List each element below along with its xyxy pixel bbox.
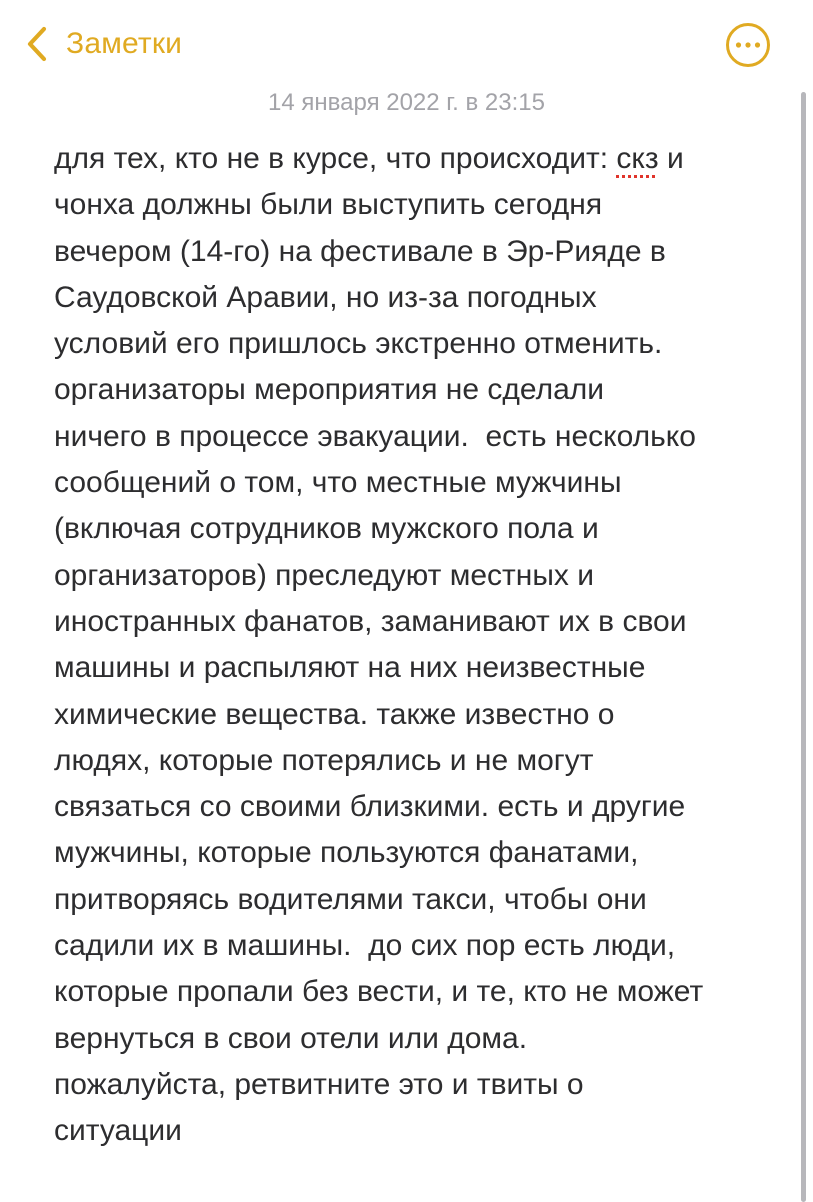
back-button[interactable] — [24, 22, 182, 66]
note-line — [54, 229, 774, 275]
note-line-text: людях, которые потерялись и не могут — [54, 743, 594, 777]
note-line-text: ситуации — [54, 1114, 182, 1148]
note-line-text: машины и распыляют на них неизвестные — [54, 651, 646, 685]
note-line — [54, 738, 774, 784]
note-line-text: садили их в машины. до сих пор есть люди, — [54, 929, 676, 963]
note-line-text: пожалуйста, ретвитните это и твиты о — [54, 1067, 584, 1101]
note-line — [54, 506, 774, 552]
note-line-text: связаться со своими близкими. есть и другие — [54, 790, 686, 824]
note-line — [54, 830, 774, 876]
misspelled-word[interactable]: скз — [616, 142, 659, 175]
note-line — [54, 784, 774, 830]
note-line-text: и — [658, 142, 684, 175]
note-line-text: вернуться в свои отели или дома. — [54, 1021, 528, 1055]
chevron-left-icon — [24, 24, 50, 64]
more-options-button[interactable] — [725, 22, 771, 68]
note-line-text: ничего в процессе эвакуации. есть несколько — [54, 419, 696, 453]
back-label: Заметки — [66, 27, 183, 60]
note-line-text: для тех, кто не в курсе, что происходит: — [54, 142, 617, 175]
navigation-bar — [0, 0, 813, 88]
note-text-body[interactable] — [54, 136, 774, 1155]
note-line — [54, 275, 774, 321]
note-line-text: иностранных фанатов, заманивают их в свои — [54, 604, 687, 638]
note-line — [54, 367, 774, 413]
note-line — [54, 460, 774, 506]
note-line — [54, 1016, 774, 1062]
note-line — [54, 321, 774, 367]
note-line-text: сообщений о том, что местные мужчины — [54, 466, 622, 500]
note-line — [54, 1062, 774, 1108]
note-line-text: организаторы мероприятия не сделали — [54, 373, 605, 407]
note-timestamp: 14 января 2022 г. в 23:15 — [268, 89, 545, 116]
note-line-text: вечером (14-го) на фестивале в Эр-Рияде в — [54, 234, 666, 268]
note-line — [54, 599, 774, 645]
note-line-text: (включая сотрудников мужского пола и — [54, 512, 599, 546]
note-line — [54, 414, 774, 460]
note-line-text: условий его пришлось экстренно отменить. — [54, 327, 663, 361]
note-line — [54, 1108, 774, 1154]
note-line — [54, 645, 774, 691]
note-line — [54, 969, 774, 1015]
note-line — [54, 692, 774, 738]
note-line — [54, 877, 774, 923]
note-line-text: мужчины, которые пользуются фанатами, — [54, 836, 639, 870]
note-line — [54, 182, 774, 228]
note-line-text: которые пропали без вести, и те, кто не может — [54, 975, 704, 1009]
note-line — [54, 923, 774, 969]
note-line-text: Саудовской Аравии, но из-за погодных — [54, 280, 597, 314]
scroll-indicator[interactable] — [801, 92, 806, 1202]
note-line-text: притворяясь водителями такси, чтобы они — [54, 882, 647, 916]
note-line — [54, 553, 774, 599]
note-line-text: чонха должны были выступить сегодня — [54, 188, 603, 222]
note-line — [54, 136, 774, 182]
note-line-text: организаторов) преследуют местных и — [54, 558, 594, 592]
ellipsis-circle-icon — [725, 22, 771, 68]
note-line-text: химические вещества. также известно о — [54, 697, 615, 731]
